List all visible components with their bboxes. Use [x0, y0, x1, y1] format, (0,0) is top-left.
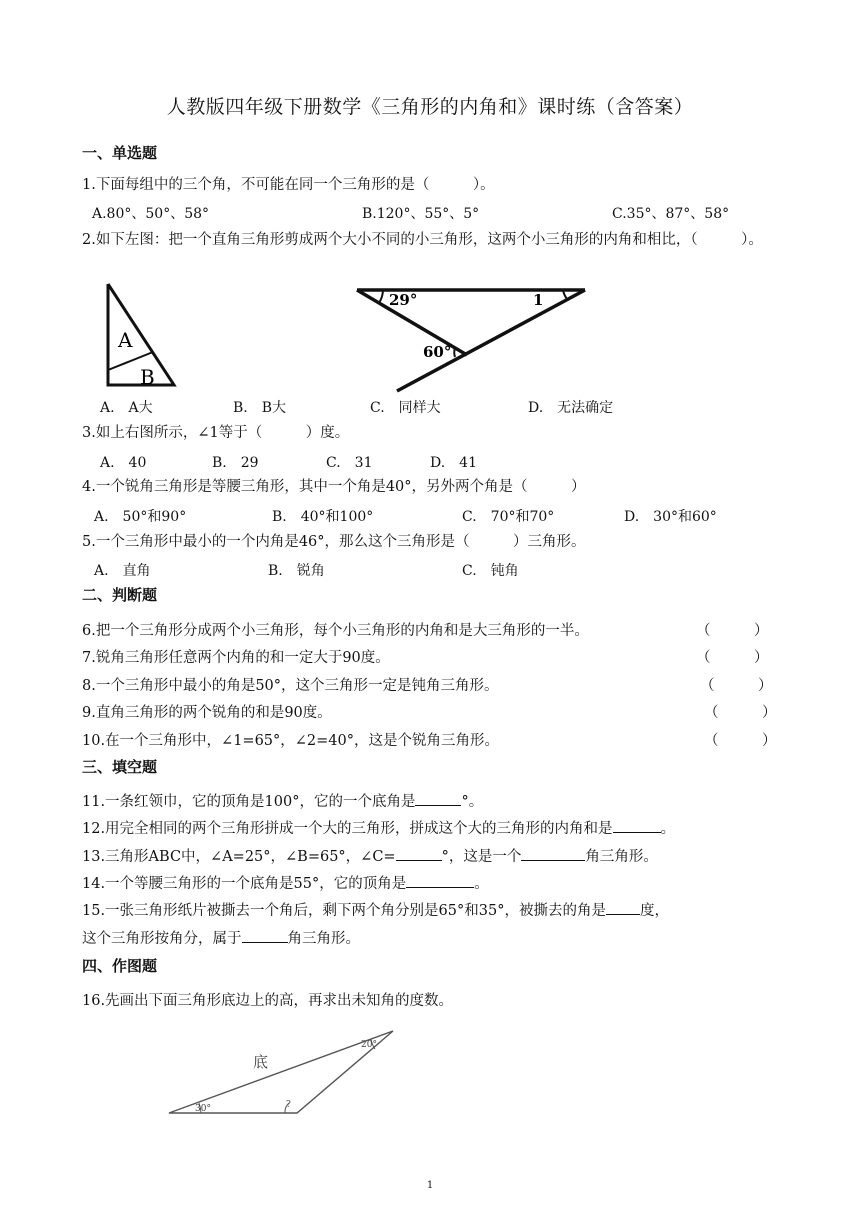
q4-option-b: B. 40°和100°: [272, 509, 374, 525]
label-b: B: [140, 365, 155, 389]
question-8: 8.一个三角形中最小的角是50°，这个三角形一定是钝角三角形。: [82, 678, 499, 694]
question-13: [82, 845, 658, 869]
q3-option-c: C. 31: [326, 455, 373, 471]
q11-tail: °。: [461, 794, 484, 810]
angle-29-label: 29°: [389, 291, 418, 309]
q13-tail: 角三角形。: [585, 849, 658, 865]
question-5: 5.一个三角形中最小的一个内角是46°，那么这个三角形是（ ）三角形。: [82, 534, 586, 550]
q12-text: 12.用完全相同的两个三角形拼成一个大的三角形，拼成这个大的三角形的内角和是: [82, 821, 613, 837]
q4-option-c: C. 70°和70°: [462, 509, 555, 525]
question-15-line-2: [82, 927, 360, 951]
q14-tail: 。: [474, 876, 489, 892]
question-9: 9.直角三角形的两个锐角的和是90度。: [82, 705, 332, 721]
q3-angle-figure: [355, 285, 590, 393]
question-14: [82, 872, 489, 896]
q10-answer-paren: （ ）: [704, 733, 777, 749]
q16-obtuse-triangle-figure[interactable]: [165, 1025, 405, 1120]
q1-option-c: C.35°、87°、58°: [612, 206, 730, 222]
q12-tail: 。: [660, 821, 676, 837]
q15-text-2: 这个三角形按角分，属于: [82, 931, 242, 947]
q15-text: 15.一张三角形纸片被撕去一个角后，剩下两个角分别是65°和35°，被撕去的角是: [82, 903, 606, 919]
question-1: 1.下面每组中的三个角，不可能在同一个三角形的是（ ）。: [82, 177, 495, 193]
q4-option-d: D. 30°和60°: [624, 509, 717, 525]
q13-mid: °，这是一个: [441, 849, 522, 865]
question-3: 3.如上右图所示，∠1等于（ ）度。: [82, 425, 350, 441]
q13-text: 13.三角形ABC中，∠A=25°，∠B=65°，∠C=: [82, 849, 396, 865]
q5-option-c: C. 钝角: [462, 563, 519, 579]
q9-answer-paren: （ ）: [704, 705, 777, 721]
q11-blank[interactable]: [415, 791, 461, 806]
q4-option-a: A. 50°和90°: [94, 509, 187, 525]
q5-option-a: A. 直角: [94, 563, 151, 579]
section-heading-true-false: 二、判断题: [82, 586, 158, 604]
q15-tail: 角三角形。: [287, 931, 360, 947]
q13-blank-c[interactable]: [396, 846, 442, 861]
q1-option-a: A.80°、50°、58°: [92, 206, 210, 222]
q2-triangle-figure: [100, 280, 182, 390]
question-4: 4.一个锐角三角形是等腰三角形，其中一个角是40°，另外两个角是（ ）: [82, 479, 586, 495]
question-15: [82, 899, 669, 923]
q3-option-a: A. 40: [100, 455, 147, 471]
q15-mid: 度，: [639, 903, 669, 919]
section-heading-drawing: 四、作图题: [82, 957, 158, 975]
q15-blank-angle[interactable]: [606, 900, 640, 915]
page-title: 人教版四年级下册数学《三角形的内角和》课时练（含答案）: [166, 96, 694, 118]
page-number: 1: [426, 1180, 434, 1191]
q7-answer-paren: （ ）: [696, 650, 769, 666]
q14-text: 14.一个等腰三角形的一个底角是55°，它的顶角是: [82, 876, 407, 892]
q12-blank[interactable]: [613, 818, 661, 833]
q15-blank-type[interactable]: [242, 928, 288, 943]
q3-option-b: B. 29: [212, 455, 259, 471]
question-2: 2.如下左图：把一个直角三角形剪成两个大小不同的小三角形，这两个小三角形的内角和相比，（ ）。: [82, 232, 763, 248]
q13-blank-type[interactable]: [521, 846, 585, 861]
base-label: 底: [253, 1053, 269, 1071]
angle-60-label: 60°: [423, 343, 452, 361]
q3-option-d: D. 41: [430, 455, 477, 471]
q5-option-b: B. 锐角: [268, 563, 325, 579]
q2-option-a: A. A大: [100, 400, 153, 416]
angle-1-label: 1: [533, 291, 544, 309]
q11-text: 11.一条红领巾，它的顶角是100°，它的一个底角是: [82, 794, 416, 810]
q2-option-b: B. B大: [233, 400, 287, 416]
question-12: [82, 817, 675, 841]
section-heading-single-choice: 一、单选题: [82, 144, 158, 162]
q6-answer-paren: （ ）: [696, 623, 769, 639]
question-16: 16.先画出下面三角形底边上的高，再求出未知角的度数。: [82, 993, 454, 1009]
q1-option-b: B.120°、55°、5°: [362, 206, 480, 222]
q2-option-d: D. 无法确定: [528, 400, 614, 416]
question-7: 7.锐角三角形任意两个内角的和一定大于90度。: [82, 650, 390, 666]
question-11: [82, 790, 483, 814]
section-heading-fill-blank: 三、填空题: [82, 758, 158, 776]
q8-answer-paren: （ ）: [700, 678, 773, 694]
label-a: A: [118, 328, 133, 352]
q14-blank[interactable]: [406, 873, 474, 888]
unknown-angle-label: ?: [286, 1100, 291, 1110]
angle-30-label: 30°: [195, 1104, 211, 1114]
angle-20-label: 20°: [361, 1040, 377, 1050]
question-10: 10.在一个三角形中，∠1=65°，∠2=40°，这是个锐角三角形。: [82, 733, 500, 749]
question-6: 6.把一个三角形分成两个小三角形，每个小三角形的内角和是大三角形的一半。: [82, 623, 589, 639]
q2-option-c: C. 同样大: [370, 400, 441, 416]
